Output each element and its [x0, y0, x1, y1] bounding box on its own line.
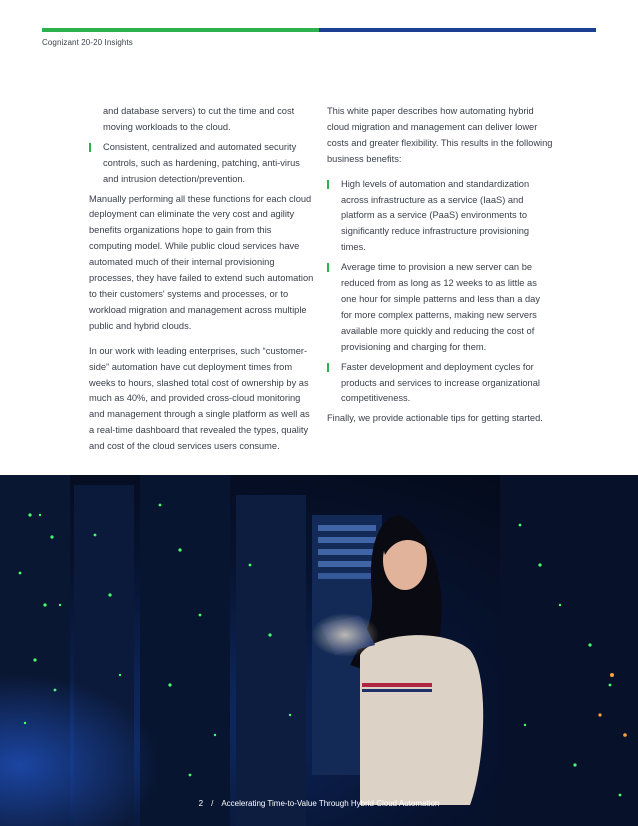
- continued-bullet-text: and database servers) to cut the time and cost moving workloads to the cloud.: [103, 106, 295, 132]
- page-footer: [0, 799, 638, 808]
- datacenter-illustration: [0, 475, 638, 826]
- bullet-text: Average time to provision a new server can be reduced from as long as 12 weeks to as little as one hour for simple patterns and less than a day for more complex patterns, making new servers available more quickly and reducing the cost of provisioning and charging for them.: [341, 262, 540, 352]
- footer-separator: /: [211, 799, 214, 808]
- bullet-marker: [327, 263, 329, 272]
- right-column: [327, 104, 553, 436]
- left-bullet-list: [89, 140, 315, 188]
- list-item: [327, 177, 553, 257]
- document-title: Accelerating Time-to-Value Through Hybrid Cloud Automation: [221, 799, 440, 808]
- intro-paragraph: This white paper describes how automating hybrid cloud migration and management can deliver lower costs and greater flexibility. This results in the following business benefits:: [327, 106, 553, 164]
- bullet-text: Consistent, centralized and automated security controls, such as hardening, patching, anti-virus and intrusion detection/prevention.: [103, 141, 300, 184]
- datacenter-photo: [0, 475, 638, 826]
- publication-label: Cognizant 20-20 Insights: [42, 38, 133, 47]
- page-number: 2: [198, 799, 204, 808]
- body-paragraph: In our work with leading enterprises, such “customer-side” automation have cut deployment times from weeks to hours, slashed total cost of ownership by as much as 40%, and provided cross-cloud monitoring and management through a single platform as well as a real-time dashboard that revealed the types, quality and cost of the cloud services users consume.: [89, 345, 310, 452]
- closing-paragraph: Finally, we provide actionable tips for getting started.: [327, 413, 543, 424]
- top-accent-bar: [42, 28, 596, 32]
- bullet-text: Faster development and deployment cycles for products and services to increase organizational competitiveness.: [341, 361, 540, 404]
- benefits-list: [327, 177, 553, 408]
- body-paragraph: Manually performing all these functions for each cloud deployment can eliminate the very cost and agility benefits organizations hope to gain from this computing model. While public cloud services have automated much of their internal provisioning processes, they have failed to extend such automation to their customers' systems and processes, or to workload migration and management across multiple public and hybrid clouds.: [89, 193, 314, 331]
- bullet-marker: [89, 143, 91, 152]
- left-column: [89, 104, 315, 464]
- bullet-marker: [327, 363, 329, 372]
- list-item: [327, 260, 553, 355]
- bullet-text: High levels of automation and standardization across infrastructure as a service (IaaS) and platform as a service (PaaS) environments to significantly reduce infrastructure provisioning times.: [341, 178, 530, 253]
- list-item: [89, 140, 315, 188]
- list-item: [327, 360, 553, 408]
- bullet-marker: [327, 180, 329, 189]
- top-bar-blue-segment: [319, 28, 596, 32]
- top-bar-green-segment: [42, 28, 319, 32]
